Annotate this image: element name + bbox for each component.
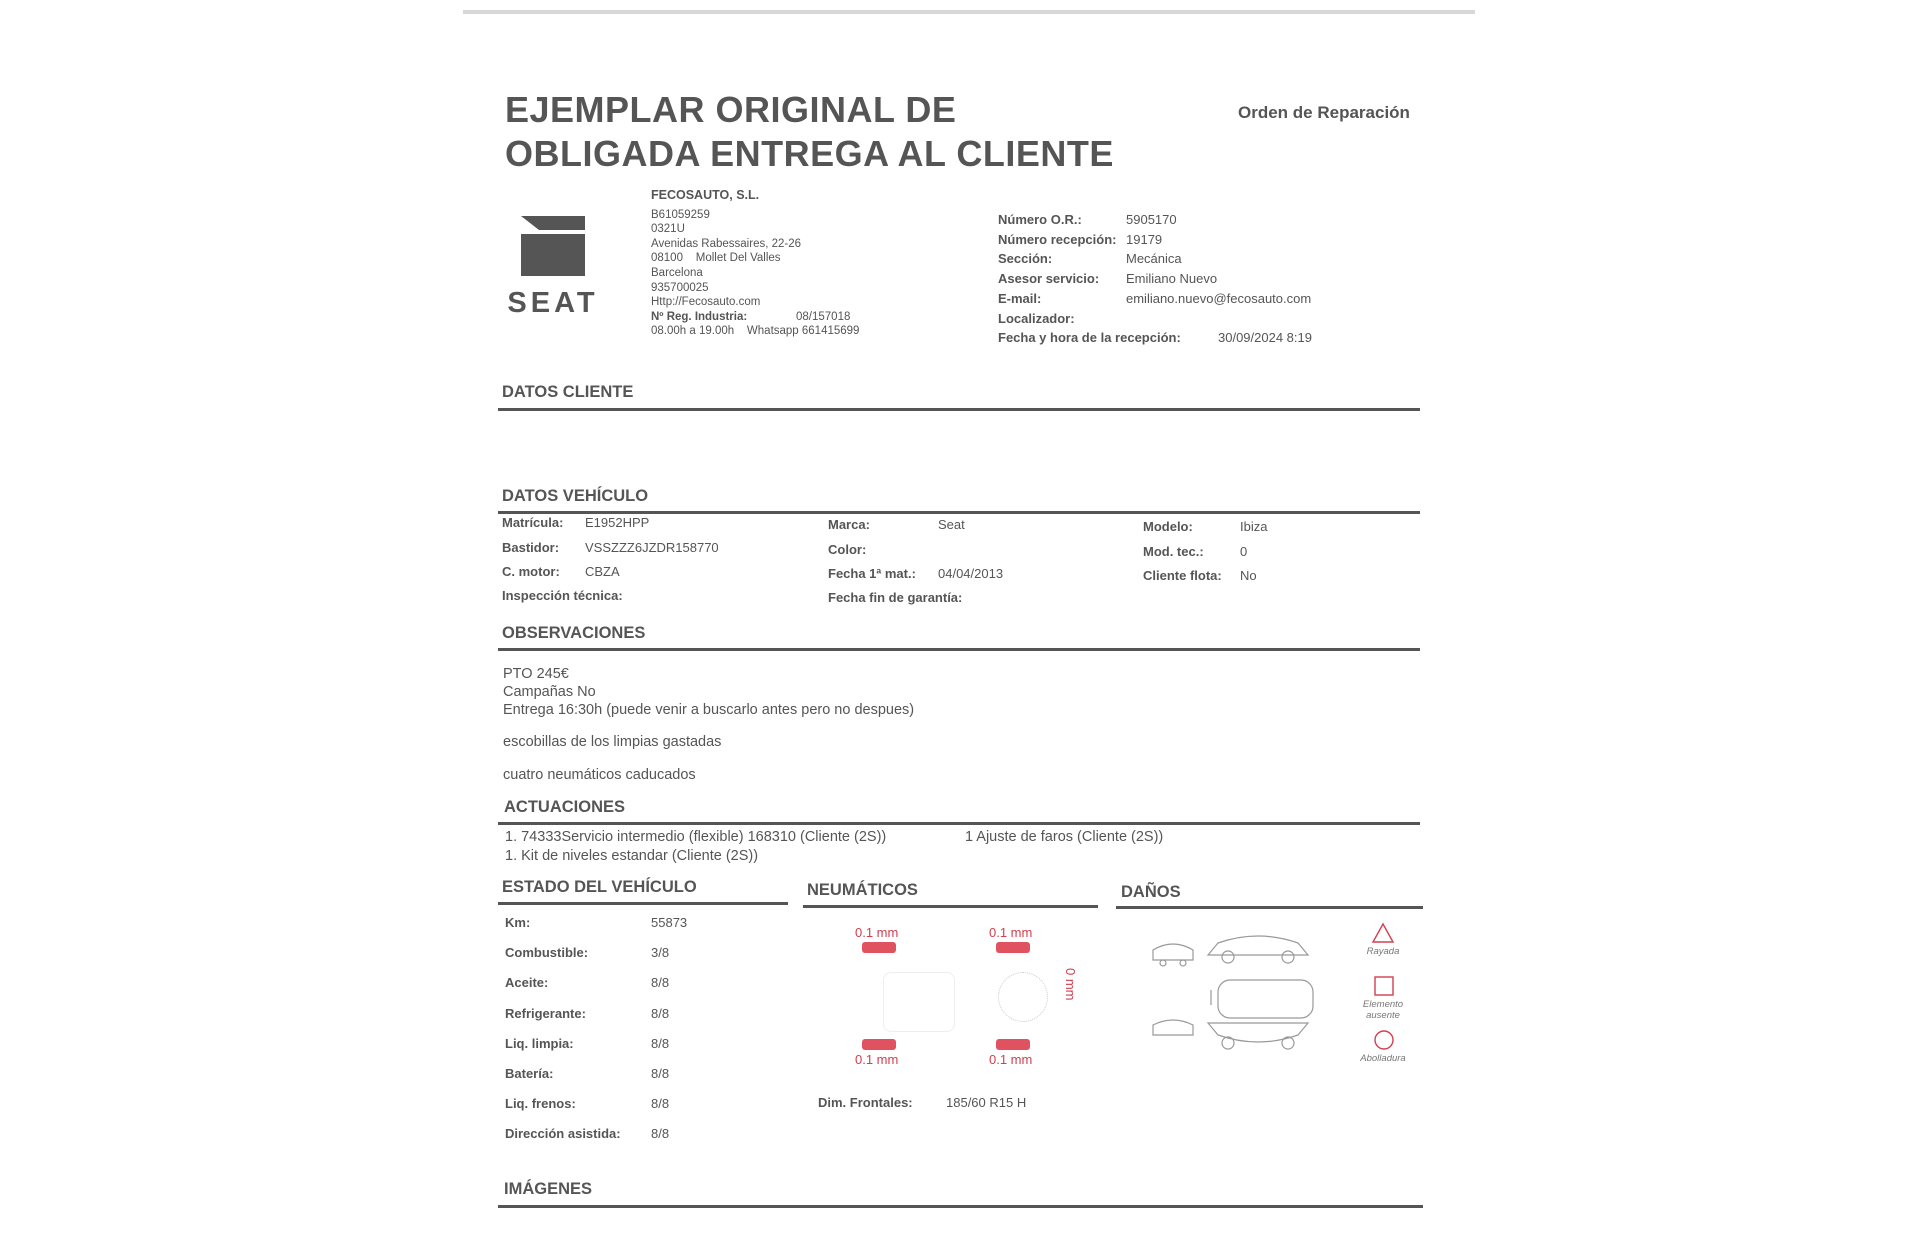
section-value: Mecánica bbox=[1126, 251, 1182, 267]
reception-date: 30/09/2024 8:19 bbox=[1218, 330, 1312, 346]
actuaciones-list bbox=[505, 828, 1163, 865]
garantia-label: Fecha fin de garantía: bbox=[828, 590, 963, 605]
spare-tyre-icon bbox=[998, 972, 1048, 1022]
order-number: 5905170 bbox=[1126, 212, 1177, 227]
tyre-rear-left-depth: 0.1 mm bbox=[855, 1052, 899, 1067]
status-value: 8/8 bbox=[651, 1126, 670, 1142]
status-value: 8/8 bbox=[651, 975, 670, 991]
company-postal-code: 08100 bbox=[651, 252, 683, 265]
status-label: Aceite: bbox=[505, 975, 549, 991]
field-bastidor bbox=[502, 540, 719, 555]
order-row-fecha bbox=[998, 328, 1312, 348]
status-row bbox=[505, 1036, 687, 1066]
order-row-recepcion bbox=[998, 230, 1312, 250]
flota-label: Cliente flota: bbox=[1143, 568, 1222, 583]
field-marca bbox=[828, 517, 965, 532]
status-row bbox=[505, 1066, 687, 1096]
section-rule-actuaciones bbox=[498, 822, 1420, 825]
status-label: Batería: bbox=[505, 1065, 554, 1081]
scratch-legend-icon bbox=[1371, 922, 1395, 949]
order-details bbox=[998, 210, 1312, 348]
actuacion-item-1: 1. 74333Servicio intermedio (flexible) 168310 (Cliente (2S)) bbox=[505, 829, 887, 845]
field-mod-tec bbox=[1143, 544, 1247, 559]
marca-label: Marca: bbox=[828, 517, 870, 532]
title-line-1: EJEMPLAR ORIGINAL DE bbox=[505, 89, 957, 130]
status-value: 55873 bbox=[651, 915, 688, 930]
section-rule-danos bbox=[1116, 906, 1423, 909]
order-row-localizador bbox=[998, 309, 1312, 329]
legend-ausente-line-1: Elemento bbox=[1362, 999, 1404, 1010]
order-row-numero bbox=[998, 210, 1312, 230]
observations-text bbox=[503, 665, 914, 784]
company-province: Barcelona bbox=[651, 266, 703, 279]
section-rule-neumaticos bbox=[803, 905, 1098, 908]
mod-tec-value: 0 bbox=[1240, 544, 1248, 559]
motor-label: C. motor: bbox=[502, 564, 560, 579]
locator-label: Localizador: bbox=[998, 310, 1075, 326]
tyre-dim-value: 185/60 R15 H bbox=[946, 1095, 1027, 1110]
color-label: Color: bbox=[828, 542, 867, 557]
section-rule-observaciones bbox=[498, 648, 1420, 651]
tyre-front-right-icon bbox=[996, 942, 1030, 953]
email-value: emiliano.nuevo@fecosauto.com bbox=[1126, 290, 1312, 306]
observation-line: escobillas de los limpias gastadas bbox=[503, 734, 722, 750]
marca-value: Seat bbox=[938, 517, 965, 532]
scan-edge bbox=[463, 10, 1475, 14]
status-label: Liq. frenos: bbox=[505, 1096, 576, 1112]
reception-number-label: Número recepción: bbox=[998, 231, 1117, 247]
status-row bbox=[505, 1126, 687, 1156]
observation-line: Campañas No bbox=[503, 684, 596, 700]
vehicle-status-list bbox=[505, 915, 687, 1157]
bastidor-label: Bastidor: bbox=[502, 540, 560, 555]
company-hours: 08.00h a 19.00h bbox=[651, 325, 735, 338]
legend-rayada: Rayada bbox=[1366, 946, 1400, 957]
email-label: E-mail: bbox=[998, 290, 1042, 306]
field-fecha-mat bbox=[828, 566, 1003, 581]
status-label: Liq. limpia: bbox=[505, 1035, 574, 1051]
bastidor-value: VSSZZZ6JZDR158770 bbox=[585, 540, 719, 555]
status-row bbox=[505, 915, 687, 945]
mod-tec-label: Mod. tec.: bbox=[1143, 544, 1204, 559]
company-reg bbox=[651, 310, 859, 325]
company-postal bbox=[651, 251, 859, 266]
section-label: Sección: bbox=[998, 251, 1053, 267]
matricula-label: Matrícula: bbox=[502, 515, 564, 530]
section-title-estado: ESTADO DEL VEHÍCULO bbox=[502, 878, 697, 896]
status-label: Km: bbox=[505, 915, 531, 930]
tyre-rear-right-icon bbox=[996, 1039, 1030, 1050]
company-web: Http://Fecosauto.com bbox=[651, 296, 761, 309]
title-line-2: OBLIGADA ENTREGA AL CLIENTE bbox=[505, 133, 1114, 174]
section-rule-estado bbox=[498, 902, 788, 905]
modelo-value: Ibiza bbox=[1240, 519, 1268, 534]
company-reg-value: 08/157018 bbox=[796, 310, 851, 323]
company-phone: 935700025 bbox=[651, 281, 709, 294]
section-title-actuaciones: ACTUACIONES bbox=[504, 798, 626, 816]
dent-legend-icon bbox=[1373, 1029, 1395, 1056]
tyre-dim-label: Dim. Frontales: bbox=[818, 1095, 913, 1110]
status-value: 8/8 bbox=[651, 1065, 670, 1081]
company-cif: B61059259 bbox=[651, 208, 710, 221]
status-label: Dirección asistida: bbox=[505, 1126, 621, 1142]
tyre-rear-right-depth: 0.1 mm bbox=[989, 1052, 1033, 1067]
actuacion-item-2: 1 Ajuste de faros (Cliente (2S)) bbox=[965, 829, 1164, 845]
tyre-front-left-depth: 0.1 mm bbox=[855, 925, 899, 940]
spare-tyre-depth: 0 mm bbox=[1063, 968, 1078, 1001]
company-whatsapp: Whatsapp 661415699 bbox=[746, 325, 860, 338]
field-modelo bbox=[1143, 519, 1267, 534]
company-reg-label: Nº Reg. Industria: bbox=[651, 310, 748, 323]
seat-logo-icon bbox=[493, 208, 613, 323]
field-motor bbox=[502, 564, 620, 579]
legend-elemento-ausente bbox=[1353, 999, 1413, 1021]
section-title-cliente: DATOS CLIENTE bbox=[502, 383, 634, 401]
status-value: 8/8 bbox=[651, 1035, 670, 1051]
missing-element-legend-icon bbox=[1373, 975, 1395, 1002]
company-address: Avenidas Rabessaires, 22-26 bbox=[651, 237, 802, 250]
order-row-email bbox=[998, 289, 1312, 309]
section-rule-imagenes bbox=[498, 1205, 1423, 1208]
status-row bbox=[505, 945, 687, 975]
motor-value: CBZA bbox=[585, 564, 620, 579]
logo-brand-text: SEAT bbox=[507, 287, 599, 318]
order-row-asesor bbox=[998, 269, 1312, 289]
matricula-value: E1952HPP bbox=[585, 515, 650, 530]
status-value: 8/8 bbox=[651, 1096, 670, 1112]
inspeccion-label: Inspección técnica: bbox=[502, 588, 623, 603]
tyre-dimensions bbox=[818, 1095, 1026, 1110]
field-color bbox=[828, 542, 938, 557]
status-label: Combustible: bbox=[505, 945, 589, 961]
car-top-outline-icon bbox=[883, 972, 955, 1032]
fecha-mat-value: 04/04/2013 bbox=[938, 566, 1004, 581]
field-garantia bbox=[828, 590, 962, 605]
document-type: Orden de Reparación bbox=[1238, 103, 1410, 122]
document-title bbox=[505, 88, 1114, 176]
document-page bbox=[463, 10, 1475, 1250]
reception-date-label: Fecha y hora de la recepción: bbox=[998, 330, 1181, 346]
status-row bbox=[505, 1096, 687, 1126]
status-value: 8/8 bbox=[651, 1005, 670, 1021]
section-title-neumaticos: NEUMÁTICOS bbox=[807, 881, 918, 899]
actuacion-item-3: 1. Kit de niveles estandar (Cliente (2S)) bbox=[505, 847, 759, 864]
tyre-rear-left-icon bbox=[862, 1039, 896, 1050]
flota-value: No bbox=[1240, 568, 1257, 583]
company-info bbox=[651, 188, 859, 339]
reception-number: 19179 bbox=[1126, 231, 1163, 247]
field-matricula bbox=[502, 515, 649, 530]
status-row bbox=[505, 975, 687, 1005]
observation-line: cuatro neumáticos caducados bbox=[503, 767, 696, 783]
advisor-label: Asesor servicio: bbox=[998, 271, 1100, 287]
actuacion-item bbox=[505, 828, 1163, 847]
legend-abolladura: Abolladura bbox=[1360, 1053, 1406, 1064]
field-flota bbox=[1143, 568, 1257, 583]
company-hours-row bbox=[651, 324, 859, 339]
section-title-observaciones: OBSERVACIONES bbox=[502, 624, 646, 642]
company-city: Mollet Del Valles bbox=[695, 252, 781, 265]
company-name: FECOSAUTO, S.L. bbox=[651, 188, 760, 202]
section-rule-vehiculo bbox=[498, 511, 1420, 514]
section-title-imagenes: IMÁGENES bbox=[504, 1180, 593, 1198]
modelo-label: Modelo: bbox=[1143, 519, 1193, 534]
section-rule-cliente bbox=[498, 408, 1420, 411]
advisor-value: Emiliano Nuevo bbox=[1126, 271, 1218, 287]
observation-line: Entrega 16:30h (puede venir a buscarlo antes pero no despues) bbox=[503, 702, 915, 718]
car-damage-diagram-icon bbox=[1143, 925, 1333, 1070]
order-row-seccion bbox=[998, 249, 1312, 269]
observation-line: PTO 245€ bbox=[503, 666, 569, 682]
status-value: 3/8 bbox=[651, 945, 670, 961]
fecha-mat-label: Fecha 1ª mat.: bbox=[828, 566, 916, 581]
status-label: Refrigerante: bbox=[505, 1005, 586, 1021]
company-code: 0321U bbox=[651, 223, 685, 236]
order-number-label: Número O.R.: bbox=[998, 212, 1082, 227]
section-title-vehiculo: DATOS VEHÍCULO bbox=[502, 487, 649, 505]
status-row bbox=[505, 1006, 687, 1036]
section-title-danos: DAÑOS bbox=[1121, 883, 1181, 901]
legend-ausente-line-2: ausente bbox=[1366, 1010, 1400, 1021]
field-inspeccion bbox=[502, 588, 623, 603]
tyre-front-left-icon bbox=[862, 942, 896, 953]
tyre-front-right-depth: 0.1 mm bbox=[989, 925, 1033, 940]
